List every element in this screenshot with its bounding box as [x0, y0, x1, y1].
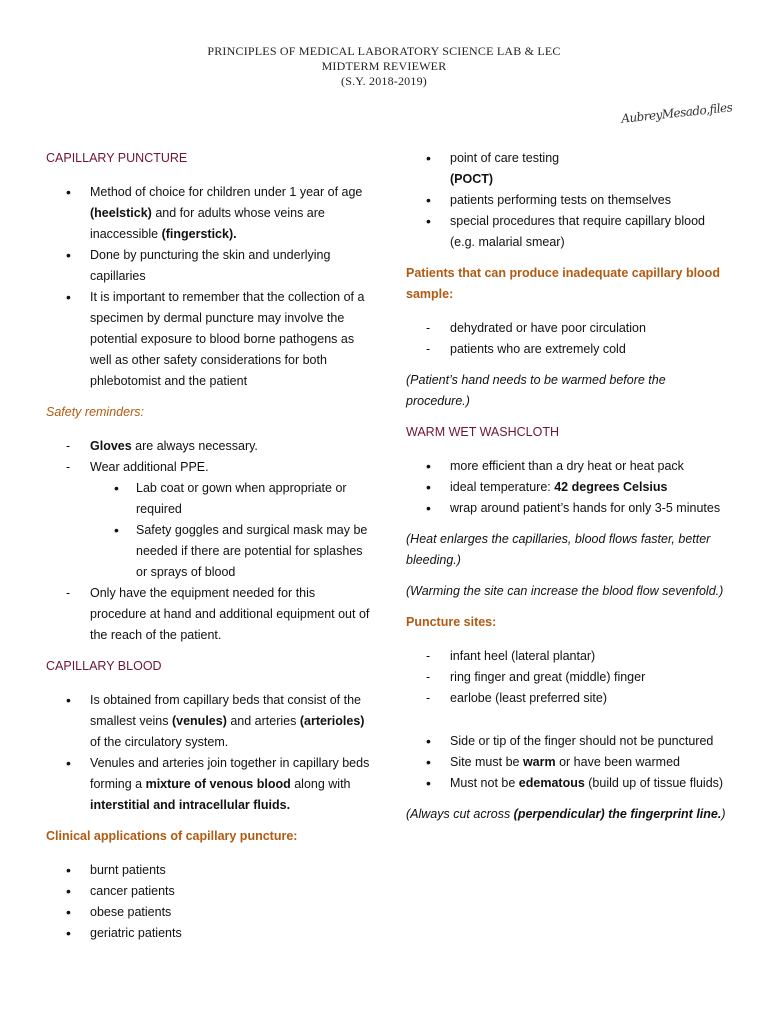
heading-clinical-applications: Clinical applications of capillary puncture:: [46, 829, 298, 843]
list-item: • Must not be edematous (build up of tissue fluids): [406, 773, 731, 794]
left-column: [46, 148, 371, 954]
list-item: - Wear additional PPE. • Lab coat or gown when appropriate or required • Safety goggles and surgical mask may be needed if there are potential for splashes or sprays of blood: [46, 457, 371, 583]
list-item: • Done by puncturing the skin and underlying capillaries: [46, 245, 371, 287]
note-heat: (Heat enlarges the capillaries, blood flows faster, better bleeding.): [406, 532, 711, 567]
list-item: • Venules and arteries join together in capillary beds forming a mixture of venous blood along with interstitial and intracellular fluids.: [46, 753, 371, 816]
list-item: • cancer patients: [46, 881, 371, 902]
safety-list: [46, 436, 371, 646]
list-item: - dehydrated or have poor circulation: [406, 318, 731, 339]
list-item: • point of care testing (POCT): [406, 148, 731, 190]
list-item: • geriatric patients: [46, 923, 371, 944]
list-item: • patients performing tests on themselves: [406, 190, 731, 211]
site-rules-list: [406, 731, 731, 794]
list-item: • wrap around patient’s hands for only 3-5 minutes: [406, 498, 731, 519]
washcloth-list: [406, 456, 731, 519]
list-item: - patients who are extremely cold: [406, 339, 731, 360]
author-signature: AubreyMesado,files: [620, 100, 733, 126]
school-year: (S.Y. 2018-2019): [341, 74, 427, 88]
list-item: • Side or tip of the finger should not be punctured: [406, 731, 731, 752]
note-warm-hand: (Patient’s hand needs to be warmed before the procedure.): [406, 373, 666, 408]
list-item: - Only have the equipment needed for this procedure at hand and additional equipment out of the reach of the patient.: [46, 583, 371, 646]
list-item: - ring finger and great (middle) finger: [406, 667, 731, 688]
list-item: - infant heel (lateral plantar): [406, 646, 731, 667]
note-fingerprint: (Always cut across (perpendicular) the fingerprint line.): [406, 807, 726, 821]
list-item: • Lab coat or gown when appropriate or required: [90, 478, 371, 520]
ppe-sublist: [90, 478, 371, 583]
list-item: • burnt patients: [46, 860, 371, 881]
list-item: • more efficient than a dry heat or heat pack: [406, 456, 731, 477]
list-item: - earlobe (least preferred site): [406, 688, 731, 709]
list-item: • Safety goggles and surgical mask may be needed if there are potential for splashes or sprays of blood: [90, 520, 371, 583]
list-item: - Gloves are always necessary.: [46, 436, 371, 457]
list-item: • It is important to remember that the collection of a specimen by dermal puncture may involve the potential exposure to blood borne pathogens as well as other safety considerations for both phlebotomist and the patient: [46, 287, 371, 392]
clinical-list: [46, 860, 371, 944]
doc-title: PRINCIPLES OF MEDICAL LABORATORY SCIENCE LAB & LEC: [207, 44, 561, 58]
list-item: • Site must be warm or have been warmed: [406, 752, 731, 773]
heading-puncture-sites: Puncture sites:: [406, 615, 497, 629]
capillary-blood-list: [46, 690, 371, 816]
right-column: [406, 148, 731, 835]
clinical-list-continued: [406, 148, 731, 253]
note-sevenfold: (Warming the site can increase the blood flow sevenfold.): [406, 584, 724, 598]
list-item: • Method of choice for children under 1 year of age (heelstick) and for adults whose veins are inaccessible (fingerstick).: [46, 182, 371, 245]
heading-safety-reminders: Safety reminders:: [46, 405, 144, 419]
inadequate-list: [406, 318, 731, 360]
heading-capillary-puncture: CAPILLARY PUNCTURE: [46, 151, 188, 165]
heading-inadequate-sample: Patients that can produce inadequate capillary blood sample:: [406, 266, 720, 301]
heading-warm-washcloth: WARM WET WASHCLOTH: [406, 425, 560, 439]
list-item: • ideal temperature: 42 degrees Celsius: [406, 477, 731, 498]
list-item: • special procedures that require capillary blood (e.g. malarial smear): [406, 211, 731, 253]
sites-list: [406, 646, 731, 709]
capillary-puncture-list: [46, 182, 371, 392]
list-item: • Is obtained from capillary beds that consist of the smallest veins (venules) and arteries (arterioles) of the circulatory system.: [46, 690, 371, 753]
heading-capillary-blood: CAPILLARY BLOOD: [46, 659, 162, 673]
list-item: • obese patients: [46, 902, 371, 923]
doc-subtitle: MIDTERM REVIEWER: [321, 59, 447, 73]
